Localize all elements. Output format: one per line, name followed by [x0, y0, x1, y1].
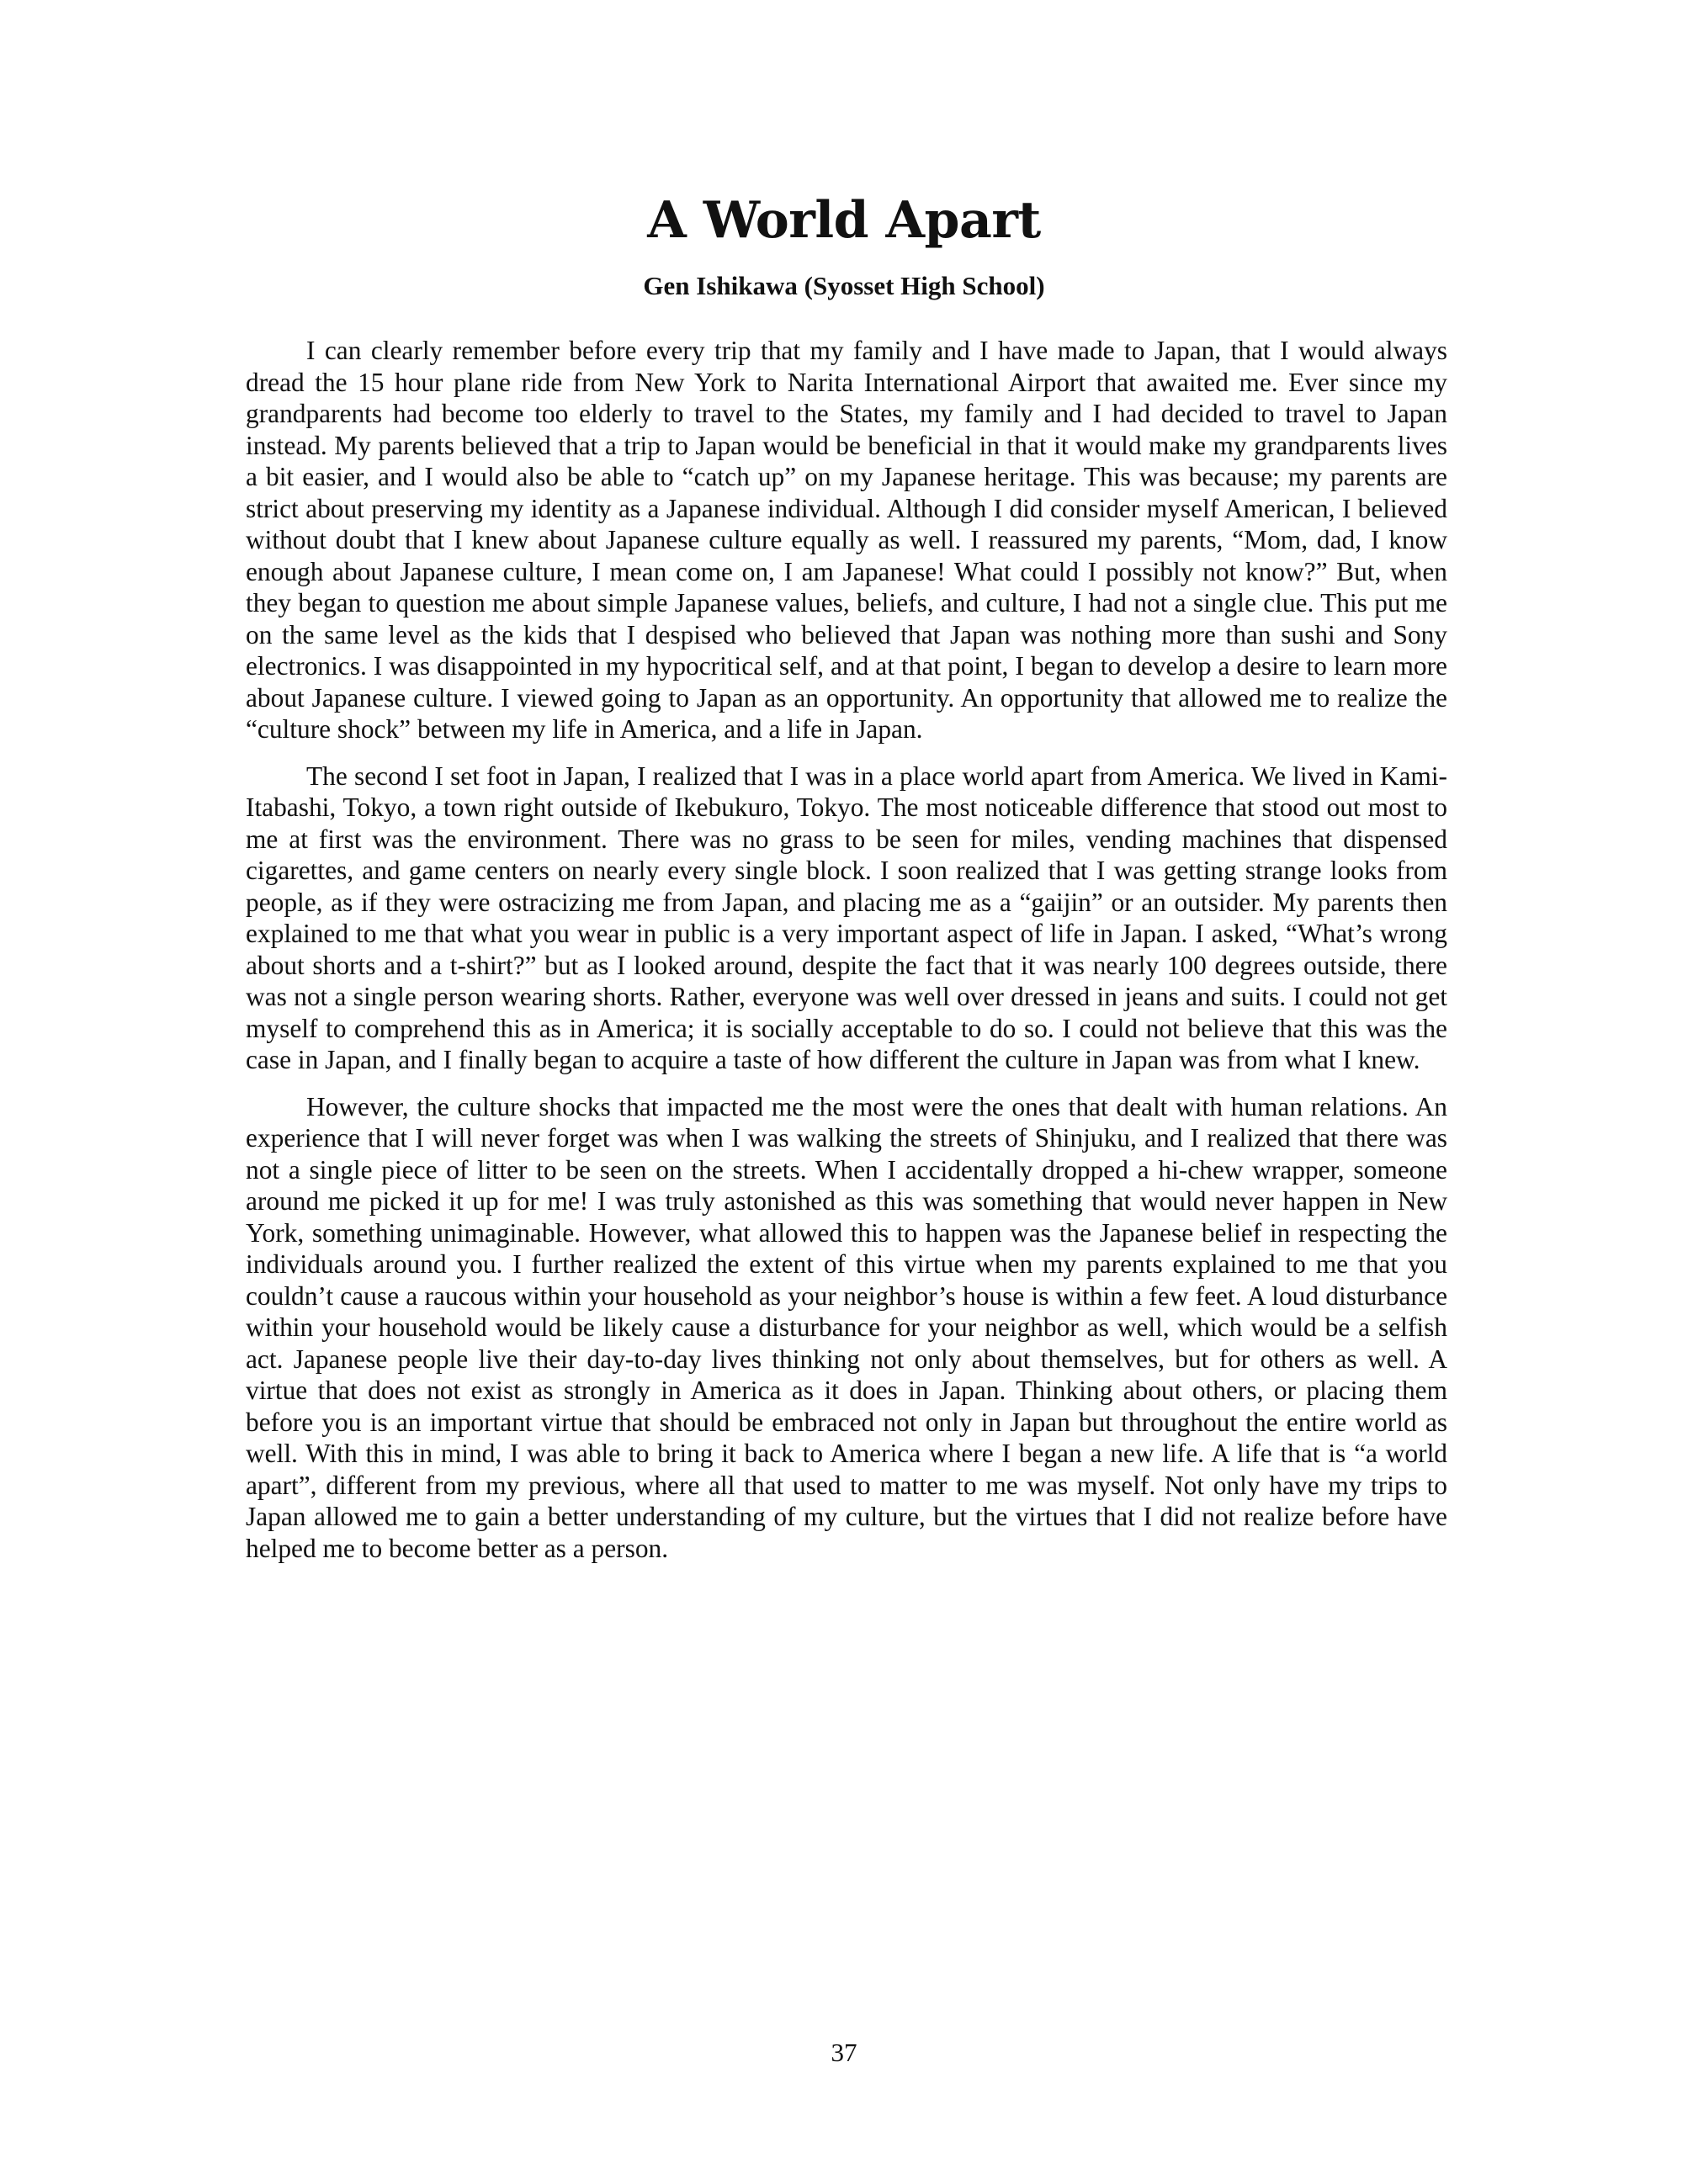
essay-body [246, 335, 1447, 1579]
page-title: A World Apart [647, 191, 1041, 250]
author-byline: Gen Ishikawa (Syosset High School) [643, 271, 1045, 300]
paragraph-3: However, the culture shocks that impacted me the most were the ones that dealt with human relations. An experience that I will never forget was when I was walking the streets of Shinjuku, and I realized that there was not a single piece of litter to be seen on the streets. When I accidentally dropped a hi-chew wrapper, someone around me picked it up for me! I was truly astonished as this was something that would never happen in New York, something unimaginable. However, what allowed this to happen was the Japanese belief in respecting the individuals around you. I further realized the extent of this virtue when my parents explained to me that you couldn’t cause a raucous within your household as your neighbor’s house is within a few feet. A loud disturbance within your household would be likely cause a disturbance for your neighbor as well, which would be a selfish act. Japanese people live their day-to-day lives thinking not only about themselves, but for others as well. A virtue that does not exist as strongly in America as it does in Japan. Thinking about others, or placing them before you is an important virtue that should be embraced not only in Japan but throughout the entire world as well. With this in mind, I was able to bring it back to America where I began a new life. A life that is “a world apart”, different from my previous, where all that used to matter to me was myself. Not only have my trips to Japan allowed me to gain a better understanding of my culture, but the virtues that I did not realize before have helped me to become better as a person. [246, 1091, 1447, 1563]
paragraph-1: I can clearly remember before every trip that my family and I have made to Japan, that I would always dread the 15 hour plane ride from New York to Narita International Airport that awaited me. Ever since my grandparents had become too elderly to travel to the States, my family and I had decided to travel to Japan instead. My parents believed that a trip to Japan would be beneficial in that it would make my grandparents lives a bit easier, and I would also be able to “catch up” on my Japanese heritage. This was because; my parents are strict about preserving my identity as a Japanese individual. Although I did consider myself American, I believed without doubt that I knew about Japanese culture equally as well. I reassured my parents, “Mom, dad, I know enough about Japanese culture, I mean come on, I am Japanese! What could I possibly not know?” But, when they began to question me about simple Japanese values, beliefs, and culture, I had not a single clue. This put me on the same level as the kids that I despised who believed that Japan was nothing more than sushi and Sony electronics. I was disappointed in my hypocritical self, and at that point, I began to develop a desire to learn more about Japanese culture. I viewed going to Japan as an opportunity. An opportunity that allowed me to realize the “culture shock” between my life in America, and a life in Japan. [246, 336, 1447, 744]
paragraph-2: The second I set foot in Japan, I realized that I was in a place world apart from America. We lived in Kami-Itabashi, Tokyo, a town right outside of Ikebukuro, Tokyo. The most noticeable difference that stood out most to me at first was the environment. There was no grass to be seen for miles, vending machines that dispensed cigarettes, and game centers on nearly every single block. I soon realized that I was getting strange looks from people, as if they were ostracizing me from Japan, and placing me as a “gaijin” or an outsider. My parents then explained to me that what you wear in public is a very important aspect of life in Japan. I asked, “What’s wrong about shorts and a t-shirt?” but as I looked around, despite the fact that it was nearly 100 degrees outside, there was not a single person wearing shorts. Rather, everyone was well over dressed in jeans and suits. I could not get myself to comprehend this as in America; it is socially acceptable to do so. I could not believe that this was the case in Japan, and I finally began to acquire a taste of how different the culture in Japan was from what I knew. [246, 761, 1447, 1074]
page-number: 37 [831, 2038, 857, 2067]
